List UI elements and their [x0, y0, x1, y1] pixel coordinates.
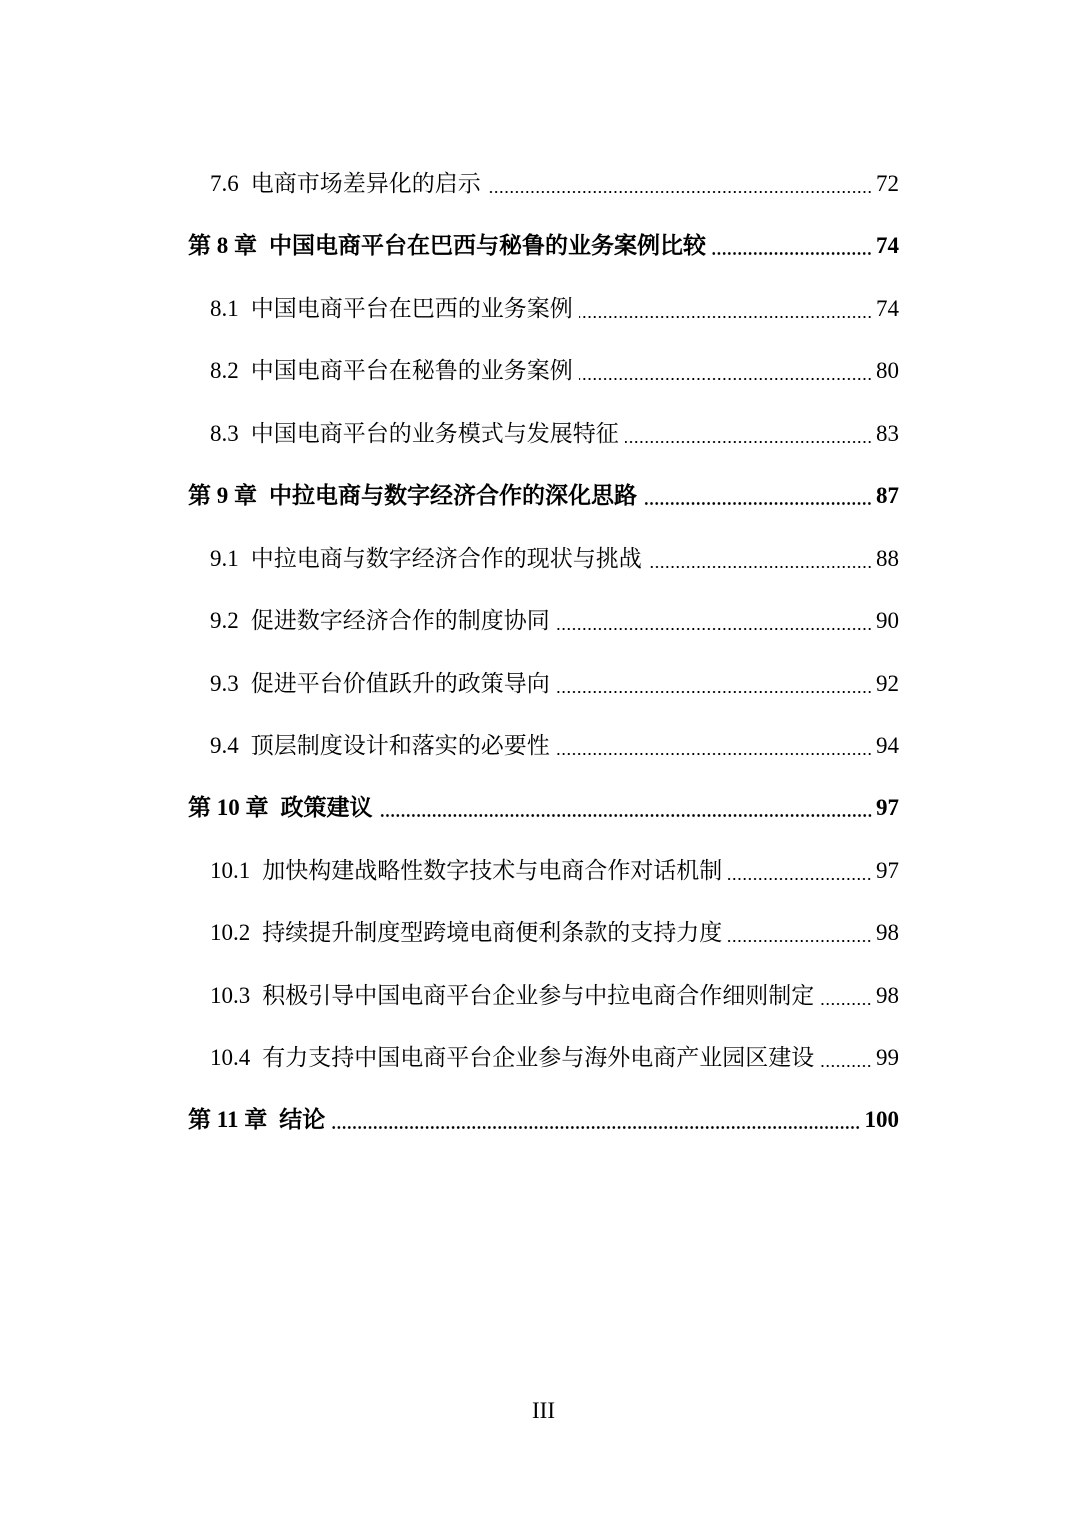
- dot-leader: [820, 1065, 872, 1067]
- toc-entry-9-2[interactable]: [0, 601, 1087, 641]
- toc-entry-page: 98: [876, 983, 899, 1008]
- toc-entry-title: 促进平台价值跃升的政策导向: [250, 671, 550, 697]
- toc-entry-chapter-11[interactable]: [0, 1100, 1087, 1140]
- toc-entry-9-3[interactable]: [0, 664, 1087, 704]
- toc-entry-number: 7.6: [210, 171, 239, 196]
- dot-leader: [625, 441, 872, 443]
- toc-entry-title: 电商市场差异化的启示: [250, 171, 481, 197]
- toc-entry-page: 100: [864, 1107, 899, 1132]
- toc-entry-page: 88: [876, 546, 899, 571]
- toc-entry-number: 10.4: [210, 1045, 251, 1070]
- toc-entry-title: 结论: [279, 1106, 326, 1133]
- toc-entry-number: 第 10 章: [188, 795, 269, 820]
- toc-entry-title: 政策建议: [280, 794, 373, 821]
- toc-entry-page: 74: [876, 233, 899, 258]
- toc-entry-10-1[interactable]: [0, 851, 1087, 891]
- toc-entry-title: 加快构建战略性数字技术与电商合作对话机制: [262, 858, 723, 884]
- toc-entry-number: 9.3: [210, 671, 239, 696]
- toc-entry-number: 8.3: [210, 421, 239, 446]
- dot-leader: [331, 1126, 860, 1129]
- toc-entry-title: 促进数字经济合作的制度协同: [250, 608, 550, 634]
- toc-entry-8-2[interactable]: [0, 351, 1087, 391]
- dot-leader: [487, 191, 872, 193]
- toc-entry-title: 有力支持中国电商平台企业参与海外电商产业园区建设: [262, 1045, 815, 1071]
- toc-entry-number: 第 11 章: [188, 1107, 268, 1132]
- toc-entry-title: 中拉电商与数字经济合作的深化思路: [269, 482, 637, 509]
- toc-entry-number: 8.2: [210, 358, 239, 383]
- toc-entry-number: 9.1: [210, 546, 239, 571]
- dot-leader: [556, 691, 872, 693]
- toc-entry-page: 83: [876, 421, 899, 446]
- toc-entry-title: 中国电商平台在秘鲁的业务案例: [250, 358, 573, 384]
- toc-entry-page: 74: [876, 296, 899, 321]
- toc-entry-7-6[interactable]: [0, 164, 1087, 204]
- toc-entry-chapter-10[interactable]: [0, 788, 1087, 828]
- toc-entry-title: 中拉电商与数字经济合作的现状与挑战: [250, 546, 642, 572]
- toc-entry-title: 中国电商平台在巴西与秘鲁的业务案例比较: [269, 232, 706, 259]
- toc-entry-title: 顶层制度设计和落实的必要性: [250, 733, 550, 759]
- toc-entry-10-2[interactable]: [0, 913, 1087, 953]
- toc-entry-page: 80: [876, 358, 899, 383]
- toc-entry-9-4[interactable]: [0, 726, 1087, 766]
- toc-entry-chapter-9[interactable]: [0, 476, 1087, 516]
- toc-entry-10-4[interactable]: [0, 1038, 1087, 1078]
- dot-leader: [648, 566, 872, 568]
- toc-entry-page: 97: [876, 795, 899, 820]
- toc-entry-8-1[interactable]: [0, 289, 1087, 329]
- toc-entry-title: 持续提升制度型跨境电商便利条款的支持力度: [262, 920, 723, 946]
- toc-entry-number: 9.2: [210, 608, 239, 633]
- toc-entry-number: 第 9 章: [188, 483, 257, 508]
- toc-entry-number: 10.2: [210, 920, 251, 945]
- toc-entry-page: 94: [876, 733, 899, 758]
- toc-entry-page: 99: [876, 1045, 899, 1070]
- toc-entry-number: 9.4: [210, 733, 239, 758]
- dot-leader: [712, 252, 872, 255]
- dot-leader: [820, 1003, 872, 1005]
- toc-entry-title: 中国电商平台的业务模式与发展特征: [250, 421, 619, 447]
- toc-entry-number: 10.1: [210, 858, 251, 883]
- toc-entry-page: 87: [876, 483, 899, 508]
- toc-entry-title: 积极引导中国电商平台企业参与中拉电商合作细则制定: [262, 983, 815, 1009]
- toc-entry-page: 98: [876, 920, 899, 945]
- toc-entry-page: 90: [876, 608, 899, 633]
- dot-leader: [728, 878, 872, 880]
- toc-entry-10-3[interactable]: [0, 976, 1087, 1016]
- toc-entry-chapter-8[interactable]: [0, 226, 1087, 266]
- dot-leader: [579, 316, 872, 318]
- toc-entry-8-3[interactable]: [0, 414, 1087, 454]
- dot-leader: [728, 940, 872, 942]
- page-number: III: [532, 1398, 555, 1423]
- toc-entry-title: 中国电商平台在巴西的业务案例: [250, 296, 573, 322]
- dot-leader: [556, 628, 872, 630]
- toc-entry-number: 第 8 章: [188, 233, 257, 258]
- dot-leader: [379, 814, 873, 817]
- toc-entry-number: 10.3: [210, 983, 251, 1008]
- toc-entry-9-1[interactable]: [0, 539, 1087, 579]
- toc-entry-page: 97: [876, 858, 899, 883]
- dot-leader: [556, 753, 872, 755]
- dot-leader: [579, 378, 872, 380]
- toc-entry-page: 92: [876, 671, 899, 696]
- dot-leader: [643, 502, 872, 505]
- toc-entry-page: 72: [876, 171, 899, 196]
- toc-entry-number: 8.1: [210, 296, 239, 321]
